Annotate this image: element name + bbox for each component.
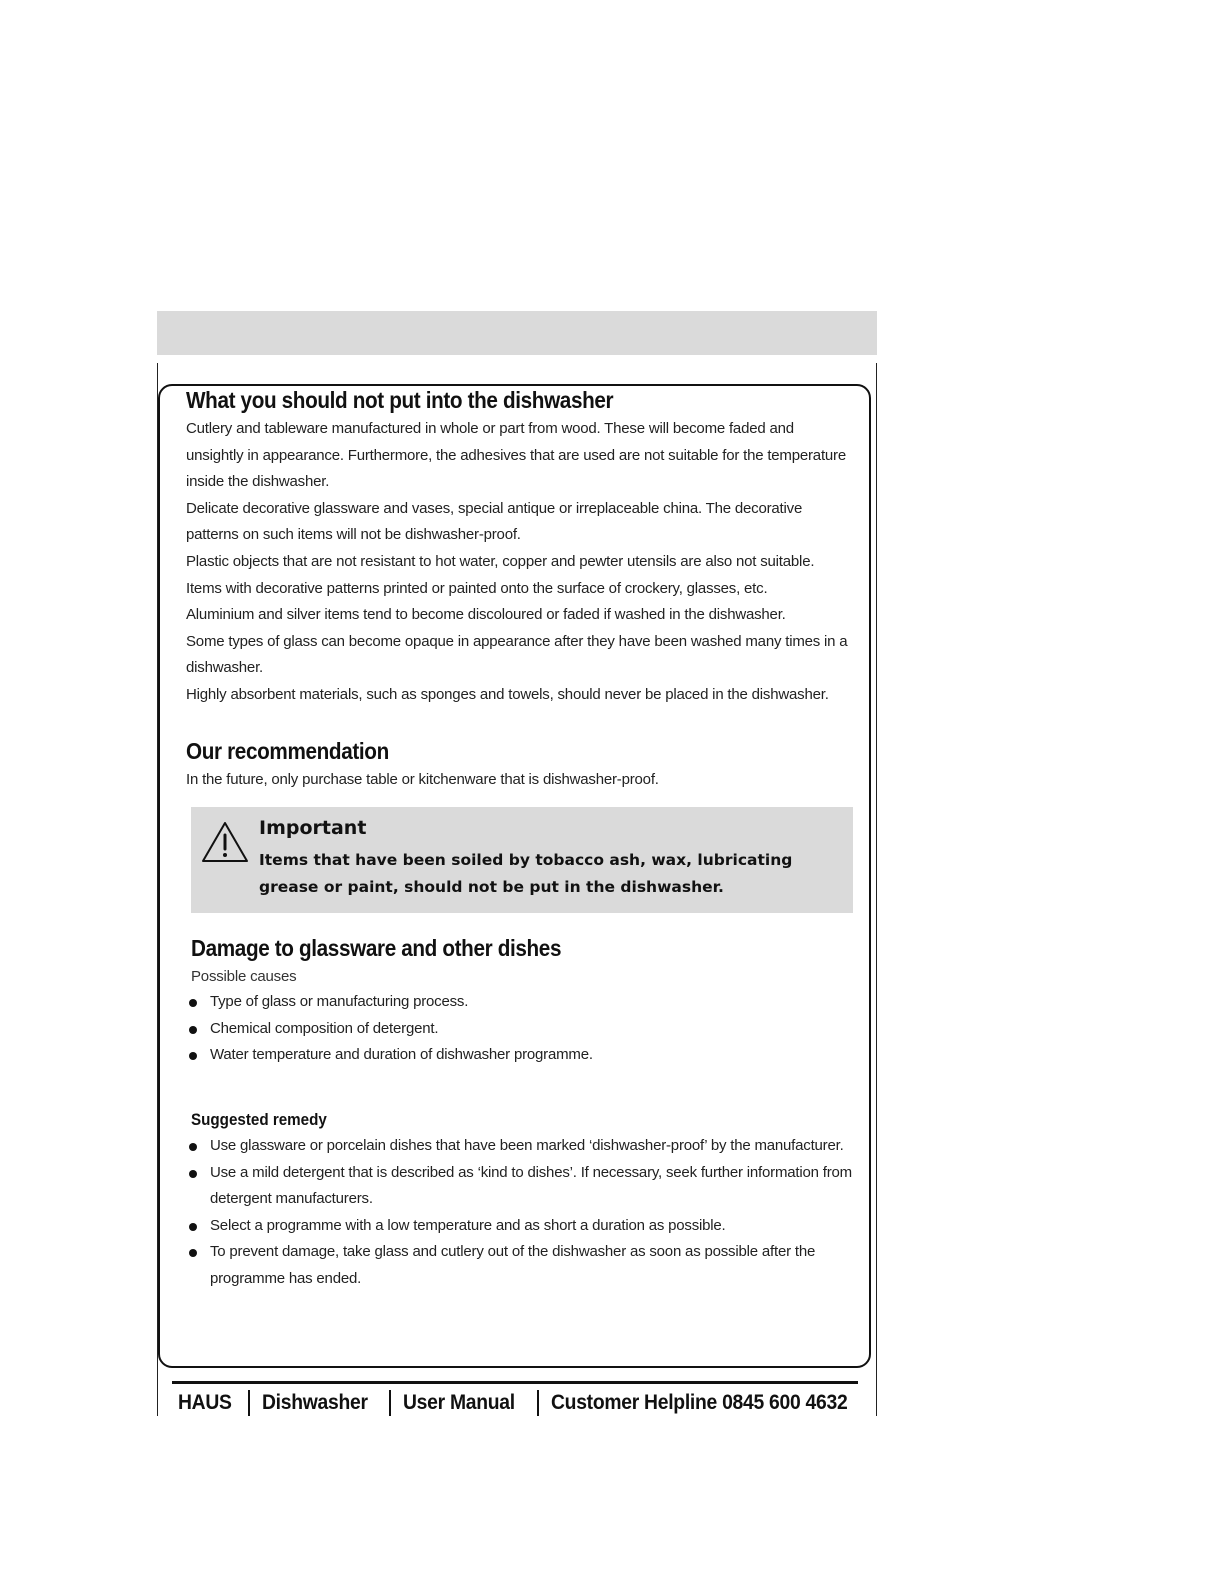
warning-triangle-icon [201, 821, 249, 863]
bullet-icon [189, 1223, 197, 1231]
paragraph: Some types of glass can become opaque in appearance after they have been washed many times in a dishwasher. [186, 632, 848, 677]
paragraph: Aluminium and silver items tend to become discoloured or faded if washed in the dishwasher. [186, 606, 786, 624]
remedy-text: Use a mild detergent that is described as ‘kind to dishes’. If necessary, seek further information from detergent manufacturers. [210, 1163, 852, 1208]
remedies-list [186, 1133, 852, 1293]
bullet-icon [189, 1249, 197, 1257]
section-title-damage: Damage to glassware and other dishes [191, 935, 562, 962]
paragraph: Plastic objects that are not resistant to hot water, copper and pewter utensils are also not suitable. [186, 552, 815, 570]
footer-separator [389, 1390, 391, 1416]
right-margin-rule [876, 363, 877, 1416]
bullet-icon [189, 1052, 197, 1060]
paragraph: Cutlery and tableware manufactured in whole or part from wood. These will become faded and unsightly in appearance. Furthermore, the adhesives that are used are not suitable for the temperature inside the dishwasher. [186, 420, 846, 491]
paragraph: Delicate decorative glassware and vases, special antique or irreplaceable china. The decorative patterns on such items will not be dishwasher-proof. [186, 499, 803, 544]
recommendation-text: In the future, only purchase table or kitchenware that is dishwasher-proof. [186, 770, 659, 788]
important-text: Items that have been soiled by tobacco ash, wax, lubricating grease or paint, should not be put in the dishwasher. [259, 851, 793, 897]
paragraph: Items with decorative patterns printed or painted onto the surface of crockery, glasses, etc. [186, 579, 768, 597]
cause-text: Type of glass or manufacturing process. [210, 993, 469, 1011]
list-item [186, 989, 852, 1016]
list-item [186, 1133, 852, 1160]
bullet-icon [189, 1026, 197, 1034]
bullet-icon [189, 1143, 197, 1151]
header-band [157, 311, 877, 355]
footer-product: Dishwasher [262, 1391, 369, 1414]
list-item [186, 1042, 852, 1069]
footer [178, 1388, 873, 1418]
important-notice [191, 807, 853, 913]
cause-text: Chemical composition of detergent. [210, 1019, 439, 1037]
important-title: Important [259, 817, 367, 840]
paragraph: Highly absorbent materials, such as sponges and towels, should never be placed in the dishwasher. [186, 685, 829, 703]
list-item [186, 1239, 852, 1292]
causes-list [186, 989, 852, 1069]
section-title-not-to-put: What you should not put into the dishwasher [186, 387, 614, 413]
bullet-icon [189, 999, 197, 1007]
footer-separator [248, 1390, 250, 1416]
cause-text: Water temperature and duration of dishwasher programme. [210, 1046, 593, 1064]
section-title-recommendation: Our recommendation [186, 737, 389, 764]
footer-brand: HAUS [178, 1391, 232, 1414]
footer-doc: User Manual [403, 1391, 516, 1414]
remedy-text: Select a programme with a low temperature and as short a duration as possible. [210, 1216, 726, 1234]
page-content [186, 380, 852, 1292]
footer-separator [537, 1390, 539, 1416]
suggested-remedy-title: Suggested remedy [191, 1110, 327, 1129]
list-item [186, 1213, 852, 1240]
footer-helpline: Customer Helpline 0845 600 4632 [550, 1391, 848, 1414]
remedy-text: Use glassware or porcelain dishes that have been marked ‘dishwasher-proof’ by the manufacturer. [210, 1136, 844, 1154]
bullet-icon [189, 1170, 197, 1178]
footer-rule [172, 1381, 858, 1384]
not-suitable-items [186, 416, 852, 709]
list-item [186, 1160, 852, 1213]
possible-causes-label: Possible causes [191, 968, 297, 986]
list-item [186, 1016, 852, 1043]
remedy-text: To prevent damage, take glass and cutlery out of the dishwasher as soon as possible after the programme has ended. [210, 1243, 816, 1287]
